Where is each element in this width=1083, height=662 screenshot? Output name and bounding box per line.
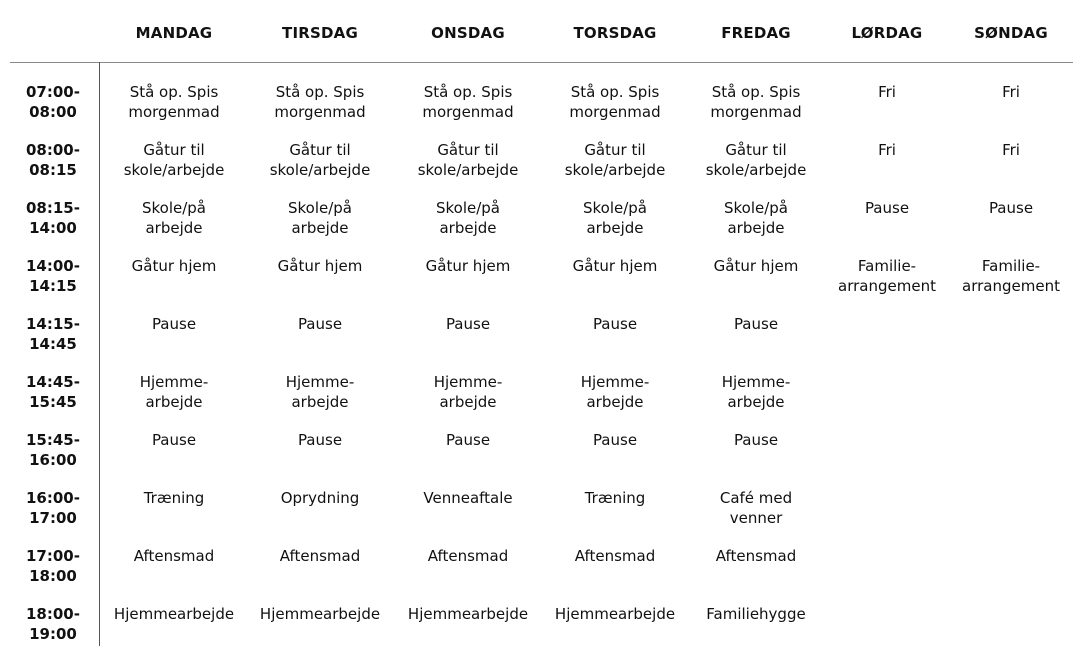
schedule-cell: Pause (592, 431, 638, 449)
schedule-cell: Pause (592, 315, 638, 333)
schedule-cell (946, 468, 1076, 488)
schedule-cell: Gåtur hjem (713, 257, 799, 275)
schedule-cell (946, 410, 1076, 430)
schedule-row (10, 62, 1073, 120)
schedule-row (10, 352, 1073, 410)
schedule-cell (946, 294, 1076, 314)
schedule-cell: Hjemme- arbejde (285, 373, 355, 411)
schedule-cell (946, 584, 1076, 604)
schedule-cell: Gåtur til skole/arbejde (705, 141, 807, 179)
time-slot-label: 17:00- 18:00 (26, 547, 80, 585)
schedule-cell: Stå op. Spis morgenmad (128, 83, 220, 121)
schedule-cell: Pause (864, 199, 910, 217)
schedule-cell (822, 526, 952, 546)
schedule-cell: Fri (878, 141, 896, 159)
schedule-cell: Gåtur til skole/arbejde (417, 141, 519, 179)
day-header-tuesday: TIRSDAG (282, 24, 358, 42)
schedule-cell: Fri (878, 83, 896, 101)
schedule-cell (946, 352, 1076, 372)
schedule-cell: Pause (297, 315, 343, 333)
day-header-monday: MANDAG (135, 24, 213, 42)
schedule-cell: Hjemmearbejde (259, 605, 381, 623)
schedule-cell: Gåtur til skole/arbejde (269, 141, 371, 179)
schedule-row (10, 120, 1073, 178)
weekly-schedule-table (10, 0, 1073, 662)
day-header-sunday: SØNDAG (974, 24, 1048, 42)
schedule-cell: Familiehygge (706, 605, 806, 623)
schedule-cell (822, 352, 952, 372)
schedule-cell: Hjemmearbejde (113, 605, 235, 623)
schedule-cell: Hjemme- arbejde (433, 373, 503, 411)
schedule-cell: Skole/på arbejde (435, 199, 500, 237)
schedule-cell: Gåtur hjem (425, 257, 511, 275)
schedule-cell (822, 584, 952, 604)
schedule-cell: Gåtur hjem (277, 257, 363, 275)
schedule-cell: Aftensmad (279, 547, 361, 565)
schedule-cell: Skole/på arbejde (723, 199, 788, 237)
schedule-cell: Familie- arrangement (838, 257, 936, 295)
schedule-cell: Stå op. Spis morgenmad (569, 83, 661, 121)
schedule-cell: Gåtur hjem (131, 257, 217, 275)
schedule-cell: Aftensmad (133, 547, 215, 565)
schedule-cell: Café med venner (719, 489, 793, 527)
schedule-cell: Gåtur hjem (572, 257, 658, 275)
schedule-cell: Pause (445, 315, 491, 333)
schedule-cell: Familie- arrangement (962, 257, 1060, 295)
table-header-row (10, 0, 1073, 63)
day-header-thursday: TORSDAG (573, 24, 657, 42)
schedule-cell: Skole/på arbejde (582, 199, 647, 237)
schedule-cell: Hjemme- arbejde (139, 373, 209, 411)
schedule-cell: Venneaftale (423, 489, 513, 507)
schedule-cell: Skole/på arbejde (141, 199, 206, 237)
schedule-cell: Pause (445, 431, 491, 449)
time-slot-label: 08:00- 08:15 (26, 141, 80, 179)
schedule-cell: Hjemmearbejde (407, 605, 529, 623)
schedule-cell: Pause (151, 431, 197, 449)
schedule-row (10, 526, 1073, 584)
time-slot-label: 18:00- 19:00 (26, 605, 80, 643)
schedule-cell: Aftensmad (427, 547, 509, 565)
schedule-cell (822, 294, 952, 314)
schedule-row (10, 178, 1073, 236)
time-slot-label: 14:15- 14:45 (26, 315, 80, 353)
schedule-cell: Aftensmad (715, 547, 797, 565)
time-slot-label: 07:00- 08:00 (26, 83, 80, 121)
schedule-cell: Aftensmad (574, 547, 656, 565)
schedule-cell (822, 410, 952, 430)
time-slot-label: 16:00- 17:00 (26, 489, 80, 527)
schedule-row (10, 468, 1073, 526)
schedule-cell: Træning (584, 489, 646, 507)
schedule-row (10, 410, 1073, 468)
schedule-cell (946, 526, 1076, 546)
schedule-cell: Fri (1002, 141, 1020, 159)
time-slot-label: 14:00- 14:15 (26, 257, 80, 295)
day-header-saturday: LØRDAG (851, 24, 923, 42)
schedule-cell: Pause (733, 431, 779, 449)
schedule-cell: Hjemme- arbejde (721, 373, 791, 411)
schedule-row (10, 236, 1073, 294)
day-header-wednesday: ONSDAG (431, 24, 505, 42)
schedule-cell: Skole/på arbejde (287, 199, 352, 237)
schedule-cell: Stå op. Spis morgenmad (710, 83, 802, 121)
schedule-cell: Pause (297, 431, 343, 449)
time-slot-label: 08:15- 14:00 (26, 199, 80, 237)
schedule-cell: Oprydning (280, 489, 360, 507)
schedule-row (10, 584, 1073, 642)
schedule-cell: Fri (1002, 83, 1020, 101)
schedule-cell (822, 468, 952, 488)
time-slot-label: 15:45- 16:00 (26, 431, 80, 469)
schedule-cell: Stå op. Spis morgenmad (274, 83, 366, 121)
schedule-row (10, 294, 1073, 352)
schedule-cell: Pause (733, 315, 779, 333)
schedule-cell: Træning (143, 489, 205, 507)
schedule-cell: Pause (151, 315, 197, 333)
schedule-cell: Hjemmearbejde (554, 605, 676, 623)
time-slot-label: 14:45- 15:45 (26, 373, 80, 411)
schedule-cell: Gåtur til skole/arbejde (564, 141, 666, 179)
schedule-cell: Gåtur til skole/arbejde (123, 141, 225, 179)
schedule-cell: Stå op. Spis morgenmad (422, 83, 514, 121)
day-header-friday: FREDAG (721, 24, 791, 42)
schedule-cell: Pause (988, 199, 1034, 217)
schedule-cell: Hjemme- arbejde (580, 373, 650, 411)
